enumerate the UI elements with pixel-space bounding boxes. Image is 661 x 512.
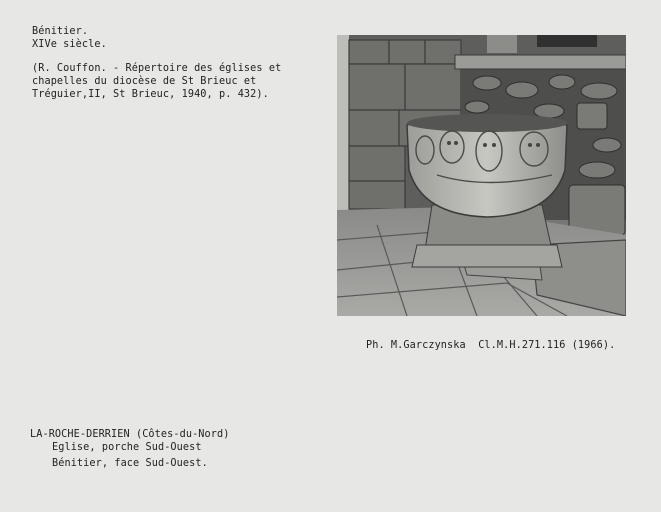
location-line: Eglise, porche Sud-Ouest xyxy=(52,442,202,453)
location-line: LA-ROCHE-DERRIEN (Côtes-du-Nord) xyxy=(30,429,230,440)
record-title: Bénitier. xyxy=(32,26,89,37)
photo-credit: Ph. M.Garczynska Cl.M.H.271.116 (1966). xyxy=(366,340,616,351)
reference-line: chapelles du diocèse de St Brieuc et xyxy=(32,76,257,87)
reference-line: (R. Couffon. - Répertoire des églises et xyxy=(32,63,282,74)
record-century: XIVe siècle. xyxy=(32,39,107,50)
photo-illustration xyxy=(337,35,626,316)
reference-line: Tréguier,II, St Brieuc, 1940, p. 432). xyxy=(32,89,269,100)
font-photograph xyxy=(337,35,626,316)
location-line: Bénitier, face Sud-Ouest. xyxy=(52,458,208,469)
